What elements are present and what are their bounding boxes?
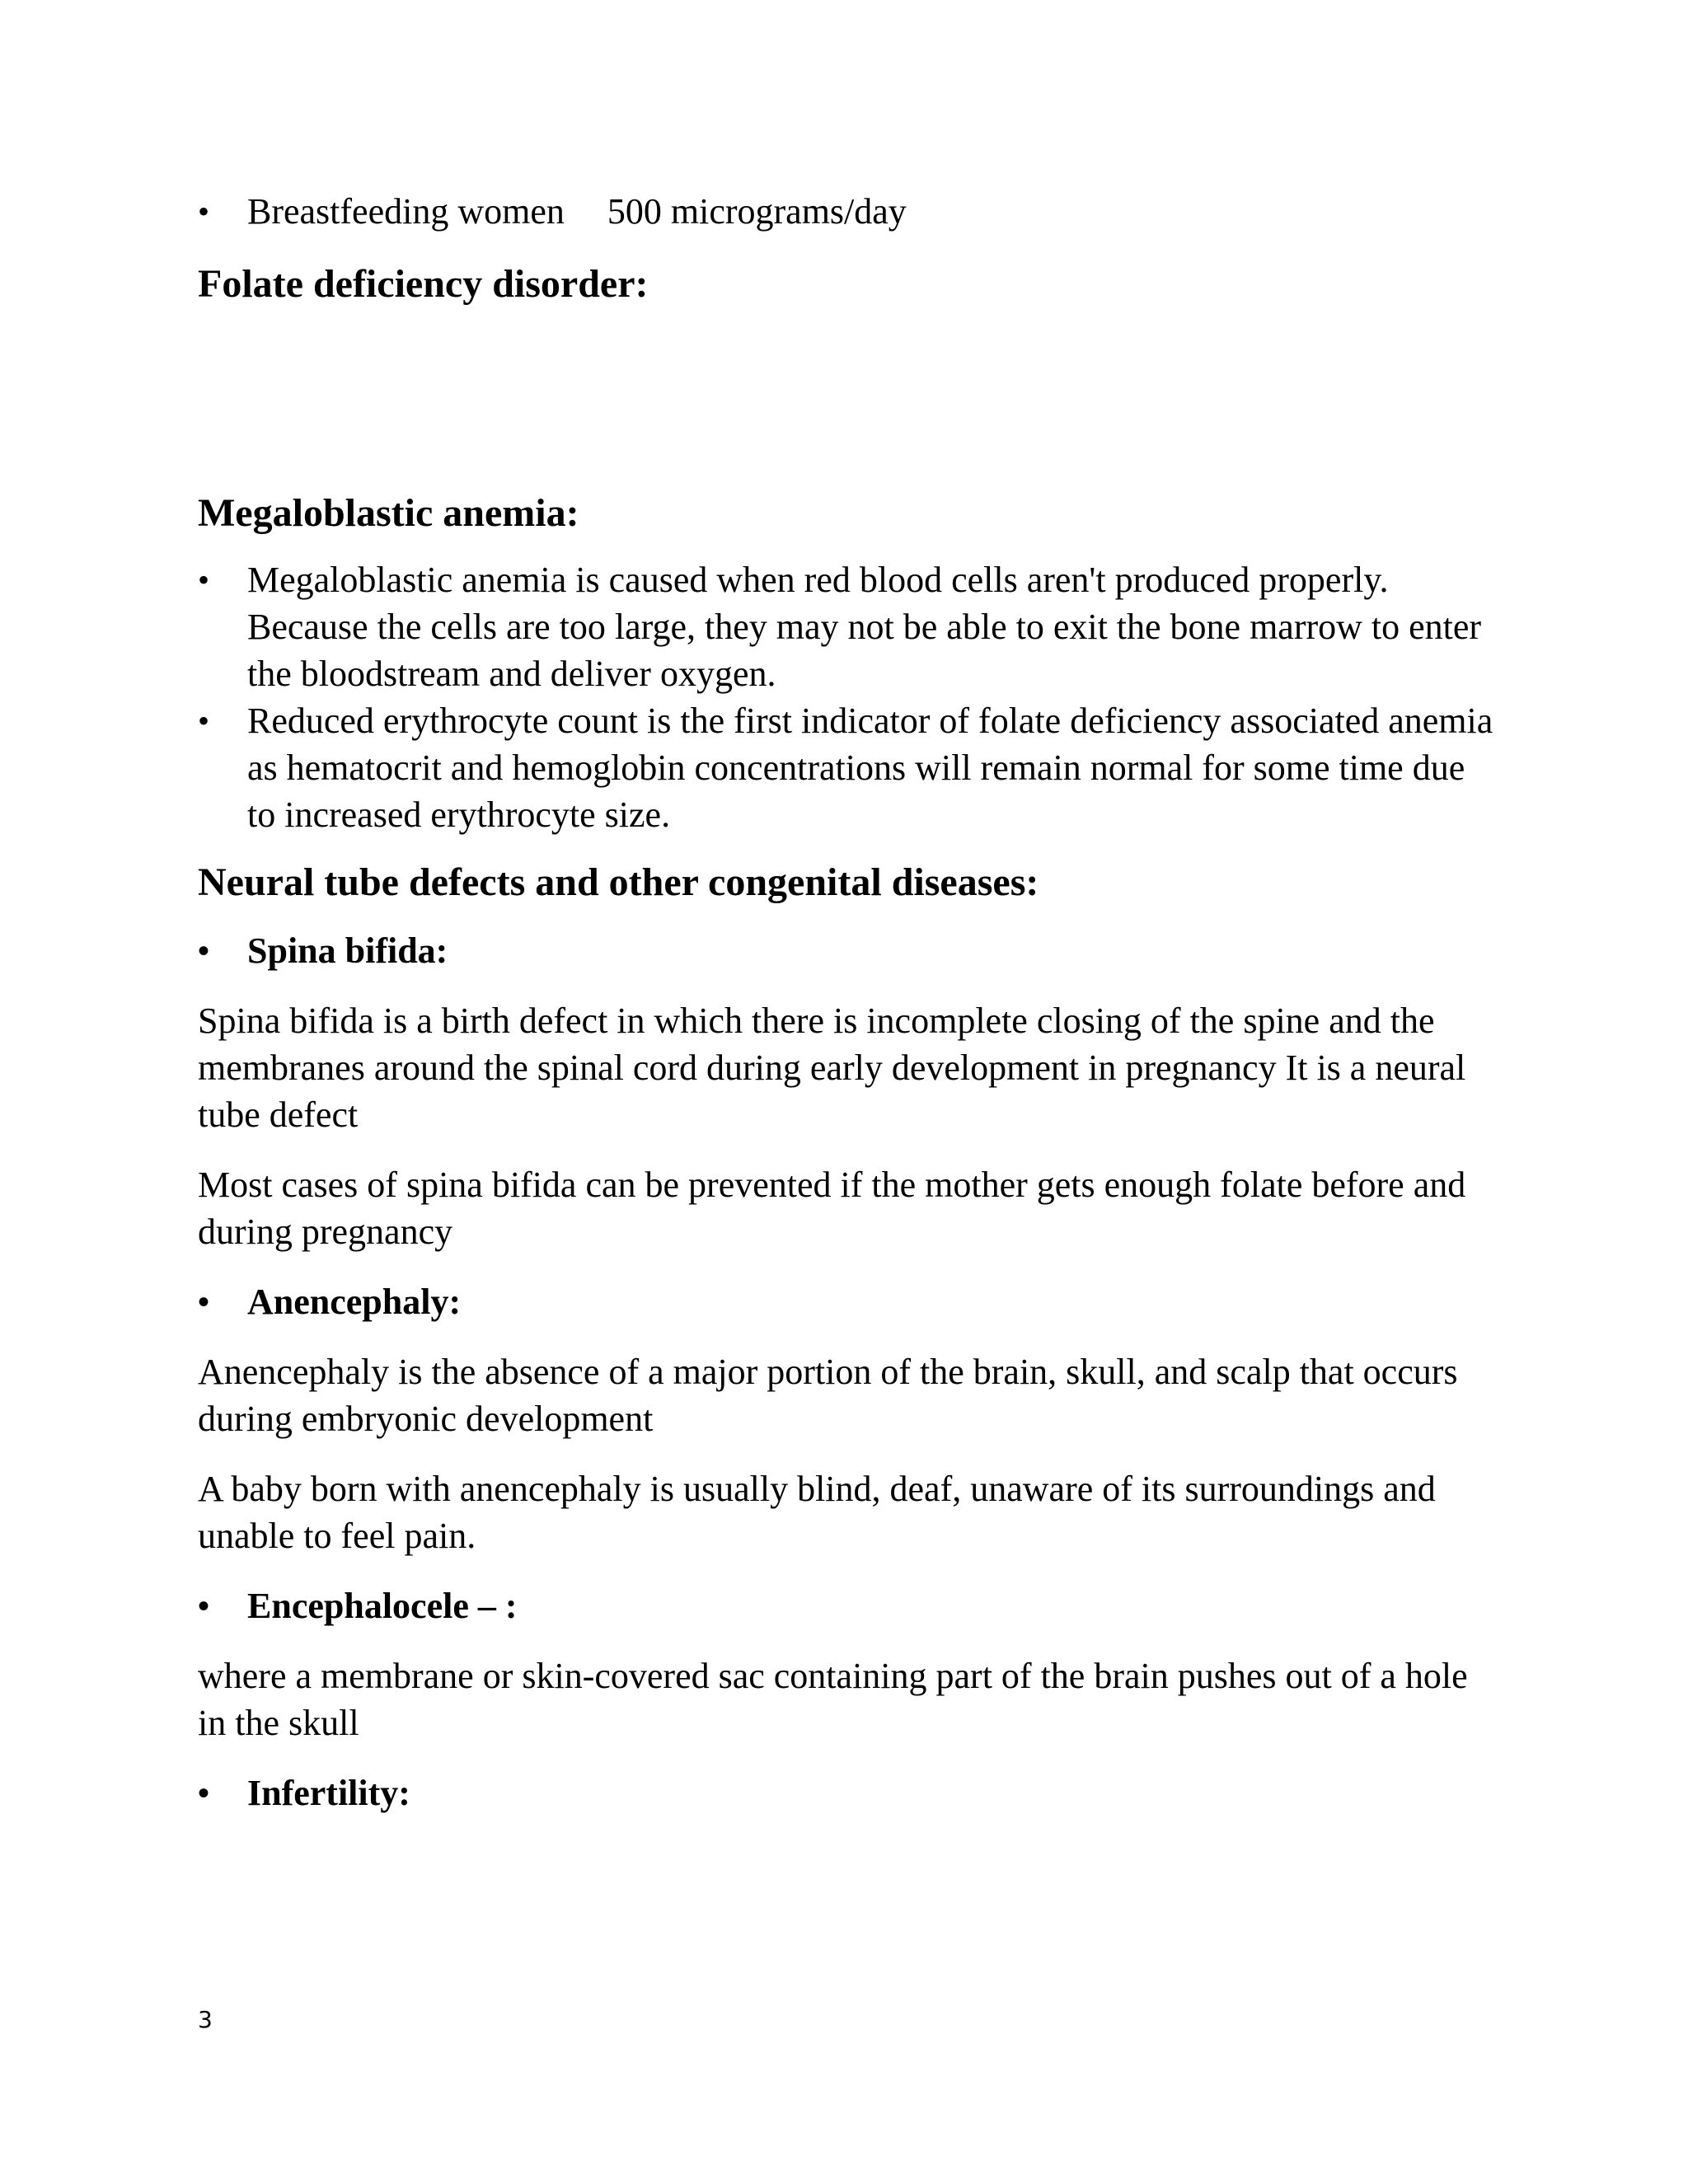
paragraph: Most cases of spina bifida can be prevented if the mother gets enough folate before and during pregnancy bbox=[198, 1165, 1466, 1252]
bullet-icon: • bbox=[198, 1587, 210, 1624]
bullet-icon: • bbox=[198, 932, 210, 969]
bullet-icon: • bbox=[198, 1774, 210, 1811]
page-content bbox=[198, 188, 1500, 1816]
heading-neural-tube-defects: Neural tube defects and other congenital diseases: bbox=[198, 860, 1039, 904]
bullet-icon: • bbox=[198, 561, 210, 598]
list-item-text: Reduced erythrocyte count is the first indicator of folate deficiency associated anemia as hematocrit and hemoglobin concentrations will remain normal for some time due to increased erythrocyte size. bbox=[247, 701, 1493, 835]
list-item bbox=[198, 556, 1500, 697]
intake-group-label: Breastfeeding women bbox=[247, 191, 565, 232]
subheading-encephalocele bbox=[198, 1582, 1500, 1629]
subheading-label: Encephalocele – : bbox=[247, 1586, 518, 1626]
paragraph: A baby born with anencephaly is usually blind, deaf, unaware of its surroundings and unable to feel pain. bbox=[198, 1469, 1436, 1556]
page-number: 3 bbox=[198, 2006, 213, 2033]
paragraph: where a membrane or skin-covered sac containing part of the brain pushes out of a hole in the skull bbox=[198, 1656, 1468, 1743]
subheading-anencephaly bbox=[198, 1278, 1500, 1325]
paragraph: Anencephaly is the absence of a major portion of the brain, skull, and scalp that occurs during embryonic development bbox=[198, 1352, 1458, 1439]
subheading-label: Infertility: bbox=[247, 1773, 410, 1813]
bullet-icon: • bbox=[198, 1283, 210, 1320]
list-item-text: Megaloblastic anemia is caused when red blood cells aren't produced properly. Because the cells are too large, they may not be able to exit the bone marrow to enter the bloodstream and deliver oxygen. bbox=[247, 560, 1482, 694]
heading-folate-deficiency: Folate deficiency disorder: bbox=[198, 262, 649, 306]
bullet-icon: • bbox=[198, 193, 210, 230]
subheading-label: Spina bifida: bbox=[247, 930, 448, 971]
list-item bbox=[198, 697, 1500, 838]
subheading-infertility bbox=[198, 1769, 1500, 1816]
subheading-spina-bifida bbox=[198, 927, 1500, 974]
intake-list-item bbox=[198, 188, 1500, 235]
subheading-label: Anencephaly: bbox=[247, 1282, 462, 1322]
heading-megaloblastic-anemia: Megaloblastic anemia: bbox=[198, 491, 579, 535]
bullet-icon: • bbox=[198, 702, 210, 739]
paragraph: Spina bifida is a birth defect in which there is incomplete closing of the spine and the membranes around the spinal cord during early development in pregnancy It is a neural tube defect bbox=[198, 1001, 1466, 1135]
intake-amount: 500 micrograms/day bbox=[607, 191, 907, 232]
